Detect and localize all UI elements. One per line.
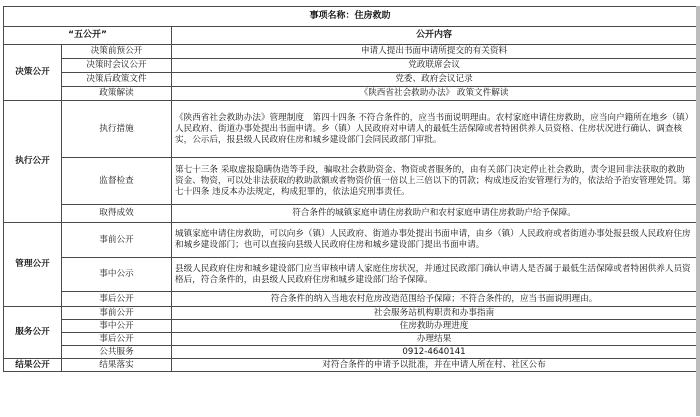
row-content: 办理结果 [172,333,697,346]
disclosure-table [3,6,697,372]
table-row [4,307,697,320]
table-row [4,45,697,59]
group-label-execution: 执行公开 [4,101,62,223]
row-item: 事前公开 [62,223,172,258]
row-item: 政策解读 [62,87,172,101]
table-row [4,320,697,333]
row-item: 事前公开 [62,307,172,320]
table-row [4,87,697,101]
row-item: 决策时会议公开 [62,59,172,73]
table-row [4,258,697,292]
row-content: 《陕西省社会救助办法》管理制度 第四十四条 不符合条件的，应当书面说明理由。农村家庭申请住房救助，应当向户籍所在地乡（镇）人民政府、街道办事处提出书面申请。乡（镇）人民政府对申请人的最低生活保障或者特困供养人员资格、住房状况进行确认、调查核实，公示后，报县级人民政府住房和城乡建设部门会同民政部门审批。 [172,101,697,158]
row-item: 公共服务 [62,346,172,359]
group-label-service: 服务公开 [4,307,62,359]
table-row [4,359,697,372]
table-row [4,346,697,359]
table-row [4,205,697,223]
row-item: 事中公开 [62,320,172,333]
row-item: 执行措施 [62,101,172,158]
table-row [4,101,697,158]
row-content: 《陕西省社会救助办法》 政策文件解读 [172,87,697,101]
title-row [4,7,697,27]
table-row [4,59,697,73]
header-public-content: 公开内容 [172,27,697,45]
group-label-management: 管理公开 [4,223,62,307]
row-content: 符合条件的城镇家庭申请住房救助户和农村家庭申请住房救助户给予保障。 [172,205,697,223]
row-content: 城镇家庭申请住房救助，可以向乡（镇）人民政府、街道办事处提出书面申请，由乡（镇）人民政府或者街道办事处报县级人民政府住房和城乡建设部门；也可以直接向县级人民政府住房和城乡建设部门提出书面申请。 [172,223,697,258]
group-label-result: 结果公开 [4,359,62,372]
header-five-public: “五公开” [4,27,172,45]
row-content: 对符合条件的申请予以批准，并在申请人所在村、社区公布 [172,359,697,372]
table-row [4,73,697,87]
table-row [4,333,697,346]
header-row [4,27,697,45]
row-item: 事后公开 [62,333,172,346]
row-item: 决策后政策文件 [62,73,172,87]
table-row [4,158,697,205]
row-item: 结果落实 [62,359,172,372]
row-content: 党政联席会议 [172,59,697,73]
table-row [4,292,697,307]
row-content: 申请人提出书面申请所提交的有关资料 [172,45,697,59]
row-content: 符合条件的纳入当地农村危房改造范围给予保障；不符合条件的，应当书面说明理由。 [172,292,697,307]
row-content: 社会服务站机构职责和办事指南 [172,307,697,320]
row-content: 住房救助办理进度 [172,320,697,333]
row-item: 事后公开 [62,292,172,307]
row-content: 党委、政府会议记录 [172,73,697,87]
row-content: 县级人民政府住房和城乡建设部门应当审核申请人家庭住房状况，并通过民政部门确认申请人是否属于最低生活保障或者特困供养人员资格后，符合条件的，由县级人民政府住房和城乡建设部门给予保障。 [172,258,697,292]
row-content: 0912-4640141 [172,346,697,359]
table-title: 事项名称：住房救助 [4,7,697,27]
row-item: 决策前预公开 [62,45,172,59]
row-content: 第七十三条 采取虚报隐瞒伪造等手段，骗取社会救助资金、物资或者服务的，由有关部门决定停止社会救助，责令退回非法获取的救助资金、物资，可以处非法获取的救助款额或者物资价值一倍以上三倍以下的罚款；构成违反治安管理行为的，依法给予治安管理处罚。第七十四条 违反本办法规定，构成犯罪的，依法追究刑事责任。 [172,158,697,205]
group-label-decision: 决策公开 [4,45,62,101]
row-item: 监督检查 [62,158,172,205]
row-item: 事中公示 [62,258,172,292]
row-item: 取得成效 [62,205,172,223]
table-row [4,223,697,258]
scrollbar[interactable] [696,6,700,416]
